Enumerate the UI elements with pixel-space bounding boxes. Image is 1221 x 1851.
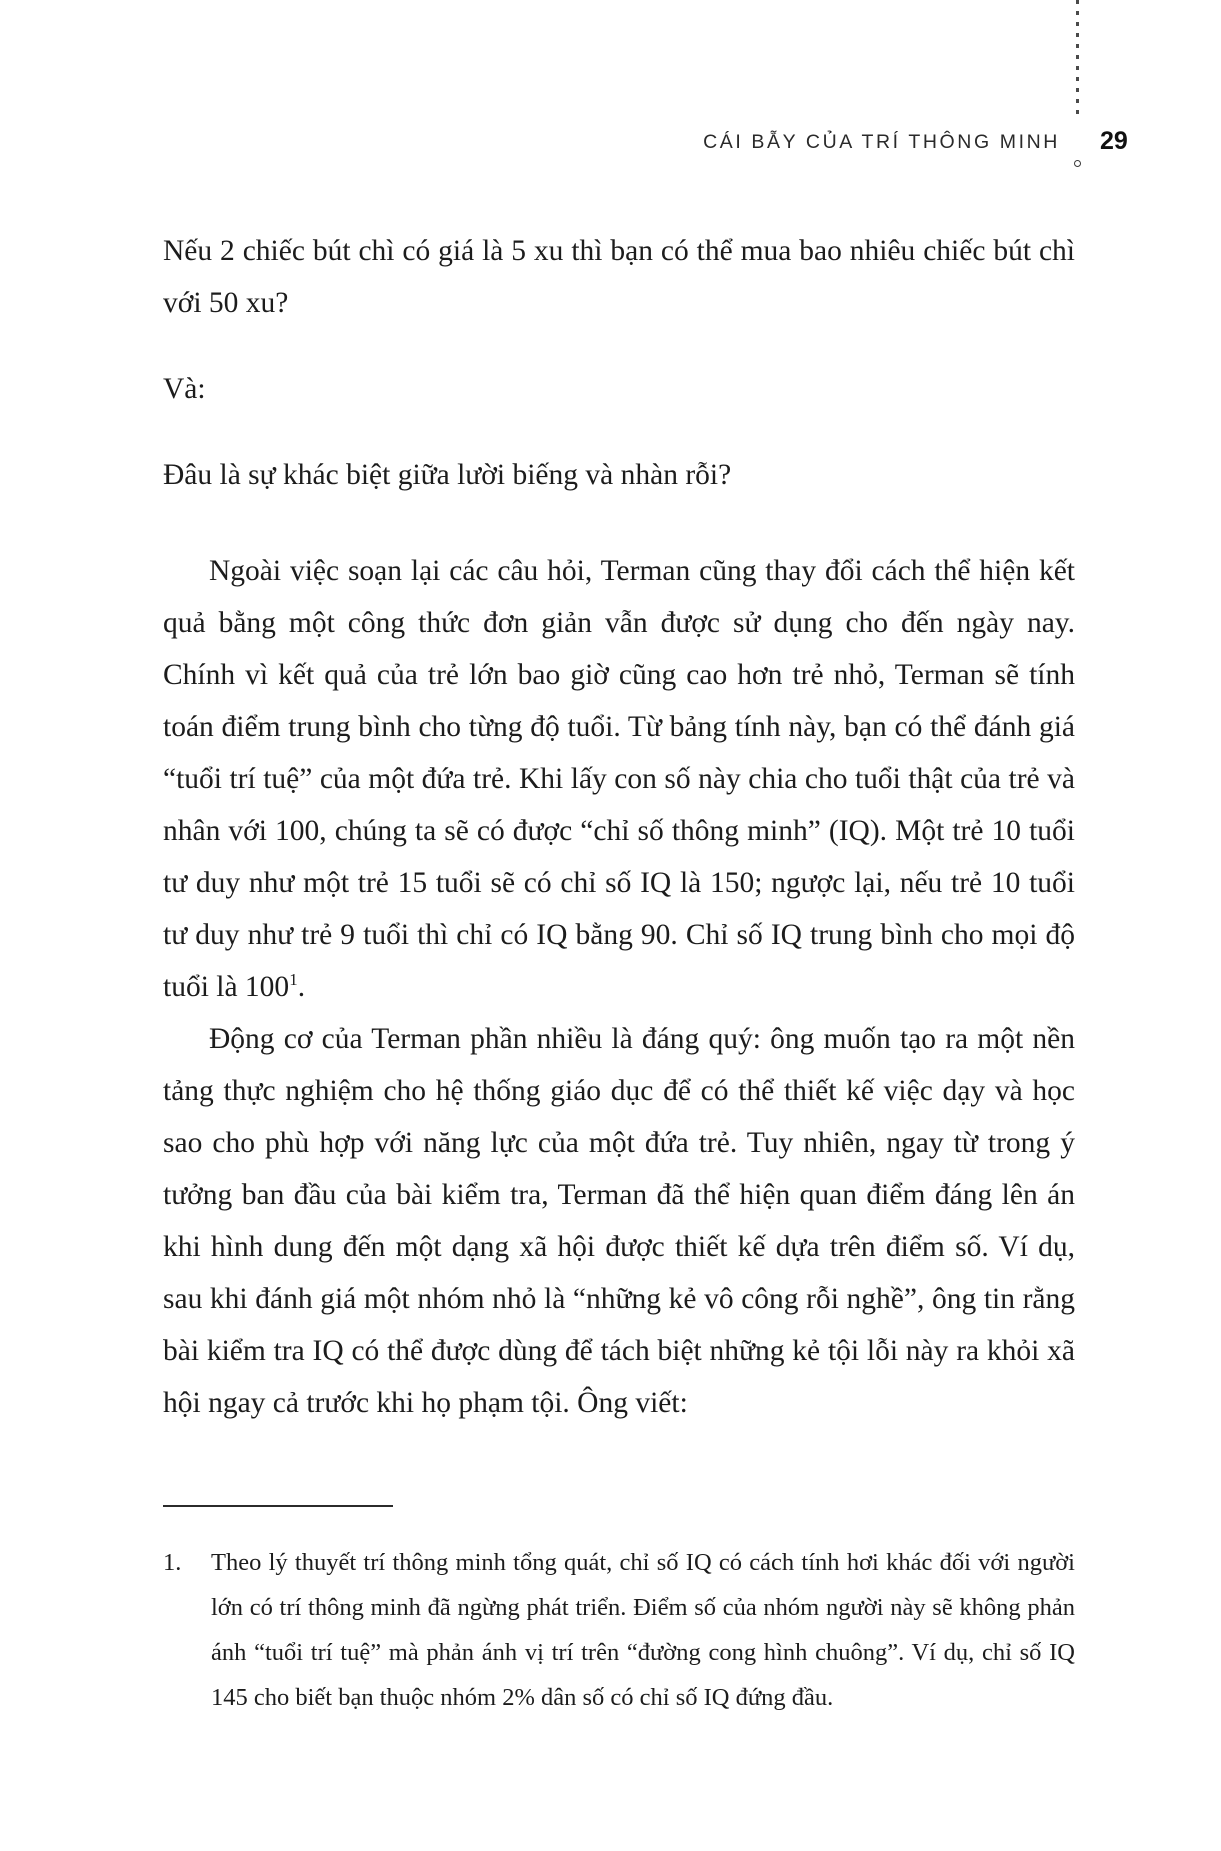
paragraph-and: Và: bbox=[163, 373, 206, 405]
page-number: 29 bbox=[1100, 127, 1128, 155]
paragraph-spacer bbox=[163, 415, 1075, 449]
paragraph-terman-1 bbox=[163, 545, 1075, 1013]
footnote-marker: 1 bbox=[289, 970, 298, 990]
paragraph-terman-1-tail: . bbox=[297, 971, 306, 1003]
footnote-number: 1. bbox=[163, 1549, 182, 1576]
paragraph-question-1: Nếu 2 chiếc bút chì có giá là 5 xu thì bạn có thể mua bao nhiêu chiếc bút chì với 50 xu? bbox=[163, 235, 1075, 319]
circle-ornament-icon bbox=[1074, 160, 1081, 167]
footnote bbox=[163, 1540, 1075, 1720]
dotted-divider-icon bbox=[1076, 0, 1079, 118]
paragraph-question-2: Đâu là sự khác biệt giữa lười biếng và nhàn rỗi? bbox=[163, 459, 732, 491]
footnote-separator bbox=[163, 1505, 393, 1507]
footnote-text: Theo lý thuyết trí thông minh tổng quát, chỉ số IQ có cách tính hơi khác đối với người lớn có trí thông minh đã ngừng phát triển. Điểm số của nhóm người này sẽ không phản ánh “tuổi trí tuệ” mà phản ánh vị trí trên “đường cong hình chuông”. Ví dụ, chỉ số IQ 145 cho biết bạn thuộc nhóm 2% dân số có chỉ số IQ đứng đầu. bbox=[211, 1549, 1075, 1711]
paragraph-terman-2: Động cơ của Terman phần nhiều là đáng quý: ông muốn tạo ra một nền tảng thực nghiệm cho hệ thống giáo dục để có thể thiết kế việc dạy và học sao cho phù hợp với năng lực của một đứa trẻ. Tuy nhiên, ngay từ trong ý tưởng ban đầu của bài kiểm tra, Terman đã thể hiện quan điểm đáng lên án khi hình dung đến một dạng xã hội được thiết kế dựa trên điểm số. Ví dụ, sau khi đánh giá một nhóm nhỏ là “những kẻ vô công rỗi nghề”, ông tin rằng bài kiểm tra IQ có thể được dùng để tách biệt những kẻ tội lỗi này ra khỏi xã hội ngay cả trước khi họ phạm tội. Ông viết: bbox=[163, 1023, 1075, 1419]
paragraph-terman-1-text: Ngoài việc soạn lại các câu hỏi, Terman cũng thay đổi cách thể hiện kết quả bằng một công thức đơn giản vẫn được sử dụng cho đến ngày nay. Chính vì kết quả của trẻ lớn bao giờ cũng cao hơn trẻ nhỏ, Terman sẽ tính toán điểm trung bình cho từng độ tuổi. Từ bảng tính này, bạn có thể đánh giá “tuổi trí tuệ” của một đứa trẻ. Khi lấy con số này chia cho tuổi thật của trẻ và nhân với 100, chúng ta sẽ có được “chỉ số thông minh” (IQ). Một trẻ 10 tuổi tư duy như một trẻ 15 tuổi sẽ có chỉ số IQ là 150; ngược lại, nếu trẻ 10 tuổi tư duy như trẻ 9 tuổi thì chỉ có IQ bằng 90. Chỉ số IQ trung bình cho mọi độ tuổi là 100 bbox=[163, 555, 1075, 1003]
paragraph-spacer bbox=[163, 329, 1075, 363]
body-content bbox=[163, 225, 1075, 1429]
running-head: CÁI BẪY CỦA TRÍ THÔNG MINH bbox=[703, 131, 1060, 153]
paragraph-spacer bbox=[163, 501, 1075, 545]
